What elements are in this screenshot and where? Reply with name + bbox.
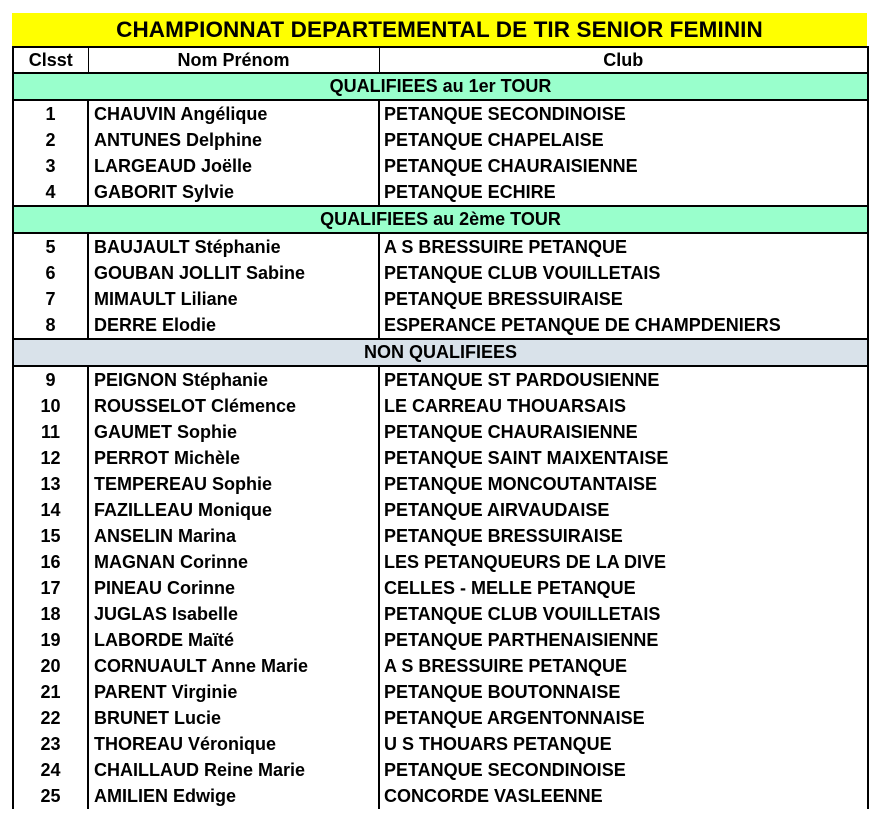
club-cell: CELLES - MELLE PETANQUE xyxy=(379,575,868,601)
club-cell: PETANQUE ARGENTONNAISE xyxy=(379,705,868,731)
rank-cell: 21 xyxy=(13,679,88,705)
name-cell: GABORIT Sylvie xyxy=(88,179,379,206)
club-cell: PETANQUE SECONDINOISE xyxy=(379,757,868,783)
club-cell: PETANQUE CHAURAISIENNE xyxy=(379,153,868,179)
rank-cell: 2 xyxy=(13,127,88,153)
table-row xyxy=(13,445,868,471)
club-cell: PETANQUE CHAPELAISE xyxy=(379,127,868,153)
rank-cell: 7 xyxy=(13,286,88,312)
club-cell: PETANQUE BOUTONNAISE xyxy=(379,679,868,705)
name-cell: BRUNET Lucie xyxy=(88,705,379,731)
club-cell: PETANQUE ST PARDOUSIENNE xyxy=(379,366,868,393)
club-cell: PETANQUE CHAURAISIENNE xyxy=(379,419,868,445)
rank-cell: 10 xyxy=(13,393,88,419)
table-row xyxy=(13,260,868,286)
club-cell: PETANQUE AIRVAUDAISE xyxy=(379,497,868,523)
table-row xyxy=(13,549,868,575)
rank-cell: 11 xyxy=(13,419,88,445)
results-sheet xyxy=(12,13,867,809)
table-row xyxy=(13,575,868,601)
name-cell: PARENT Virginie xyxy=(88,679,379,705)
rank-cell: 13 xyxy=(13,471,88,497)
section-label: NON QUALIFIEES xyxy=(13,339,868,366)
name-cell: ANTUNES Delphine xyxy=(88,127,379,153)
table-row xyxy=(13,286,868,312)
club-cell: LE CARREAU THOUARSAIS xyxy=(379,393,868,419)
name-cell: PERROT Michèle xyxy=(88,445,379,471)
rank-cell: 22 xyxy=(13,705,88,731)
rank-cell: 25 xyxy=(13,783,88,809)
table-row xyxy=(13,471,868,497)
rank-cell: 15 xyxy=(13,523,88,549)
rank-cell: 17 xyxy=(13,575,88,601)
table-header xyxy=(13,47,868,73)
club-cell: A S BRESSUIRE PETANQUE xyxy=(379,653,868,679)
rank-cell: 12 xyxy=(13,445,88,471)
table-row xyxy=(13,127,868,153)
rank-cell: 5 xyxy=(13,233,88,260)
name-cell: CHAUVIN Angélique xyxy=(88,100,379,127)
table-row xyxy=(13,179,868,206)
results-table xyxy=(12,46,869,809)
table-row xyxy=(13,419,868,445)
column-header-club: Club xyxy=(379,47,868,73)
rank-cell: 24 xyxy=(13,757,88,783)
club-cell: PETANQUE PARTHENAISIENNE xyxy=(379,627,868,653)
table-row xyxy=(13,233,868,260)
club-cell: PETANQUE CLUB VOUILLETAIS xyxy=(379,601,868,627)
club-cell: PETANQUE BRESSUIRAISE xyxy=(379,523,868,549)
club-cell: ESPERANCE PETANQUE DE CHAMPDENIERS xyxy=(379,312,868,339)
club-cell: PETANQUE SECONDINOISE xyxy=(379,100,868,127)
name-cell: CORNUAULT Anne Marie xyxy=(88,653,379,679)
rank-cell: 18 xyxy=(13,601,88,627)
table-row xyxy=(13,366,868,393)
table-row xyxy=(13,783,868,809)
name-cell: LABORDE Maïté xyxy=(88,627,379,653)
section-header-row xyxy=(13,206,868,233)
club-cell: U S THOUARS PETANQUE xyxy=(379,731,868,757)
table-row xyxy=(13,497,868,523)
rank-cell: 8 xyxy=(13,312,88,339)
section-label: QUALIFIEES au 2ème TOUR xyxy=(13,206,868,233)
table-row xyxy=(13,100,868,127)
name-cell: PEIGNON Stéphanie xyxy=(88,366,379,393)
table-row xyxy=(13,731,868,757)
rank-cell: 19 xyxy=(13,627,88,653)
rank-cell: 6 xyxy=(13,260,88,286)
club-cell: PETANQUE BRESSUIRAISE xyxy=(379,286,868,312)
name-cell: BAUJAULT Stéphanie xyxy=(88,233,379,260)
table-row xyxy=(13,523,868,549)
column-header-name: Nom Prénom xyxy=(88,47,379,73)
name-cell: THOREAU Véronique xyxy=(88,731,379,757)
club-cell: A S BRESSUIRE PETANQUE xyxy=(379,233,868,260)
table-row xyxy=(13,705,868,731)
rank-cell: 1 xyxy=(13,100,88,127)
club-cell: PETANQUE MONCOUTANTAISE xyxy=(379,471,868,497)
name-cell: ANSELIN Marina xyxy=(88,523,379,549)
rank-cell: 23 xyxy=(13,731,88,757)
section-header-row xyxy=(13,73,868,100)
table-row xyxy=(13,153,868,179)
table-body xyxy=(13,73,868,809)
name-cell: GAUMET Sophie xyxy=(88,419,379,445)
name-cell: FAZILLEAU Monique xyxy=(88,497,379,523)
table-row xyxy=(13,312,868,339)
table-row xyxy=(13,679,868,705)
table-row xyxy=(13,601,868,627)
club-cell: PETANQUE SAINT MAIXENTAISE xyxy=(379,445,868,471)
name-cell: TEMPEREAU Sophie xyxy=(88,471,379,497)
rank-cell: 4 xyxy=(13,179,88,206)
table-row xyxy=(13,393,868,419)
club-cell: CONCORDE VASLEENNE xyxy=(379,783,868,809)
name-cell: MAGNAN Corinne xyxy=(88,549,379,575)
table-row xyxy=(13,757,868,783)
rank-cell: 14 xyxy=(13,497,88,523)
page-title: CHAMPIONNAT DEPARTEMENTAL DE TIR SENIOR FEMININ xyxy=(12,13,867,46)
rank-cell: 20 xyxy=(13,653,88,679)
name-cell: PINEAU Corinne xyxy=(88,575,379,601)
club-cell: PETANQUE ECHIRE xyxy=(379,179,868,206)
section-label: QUALIFIEES au 1er TOUR xyxy=(13,73,868,100)
rank-cell: 3 xyxy=(13,153,88,179)
name-cell: ROUSSELOT Clémence xyxy=(88,393,379,419)
club-cell: LES PETANQUEURS DE LA DIVE xyxy=(379,549,868,575)
rank-cell: 9 xyxy=(13,366,88,393)
table-row xyxy=(13,627,868,653)
name-cell: JUGLAS Isabelle xyxy=(88,601,379,627)
name-cell: AMILIEN Edwige xyxy=(88,783,379,809)
name-cell: CHAILLAUD Reine Marie xyxy=(88,757,379,783)
rank-cell: 16 xyxy=(13,549,88,575)
table-row xyxy=(13,653,868,679)
column-header-rank: Clsst xyxy=(13,47,88,73)
name-cell: MIMAULT Liliane xyxy=(88,286,379,312)
club-cell: PETANQUE CLUB VOUILLETAIS xyxy=(379,260,868,286)
name-cell: GOUBAN JOLLIT Sabine xyxy=(88,260,379,286)
section-header-row xyxy=(13,339,868,366)
name-cell: DERRE Elodie xyxy=(88,312,379,339)
name-cell: LARGEAUD Joëlle xyxy=(88,153,379,179)
